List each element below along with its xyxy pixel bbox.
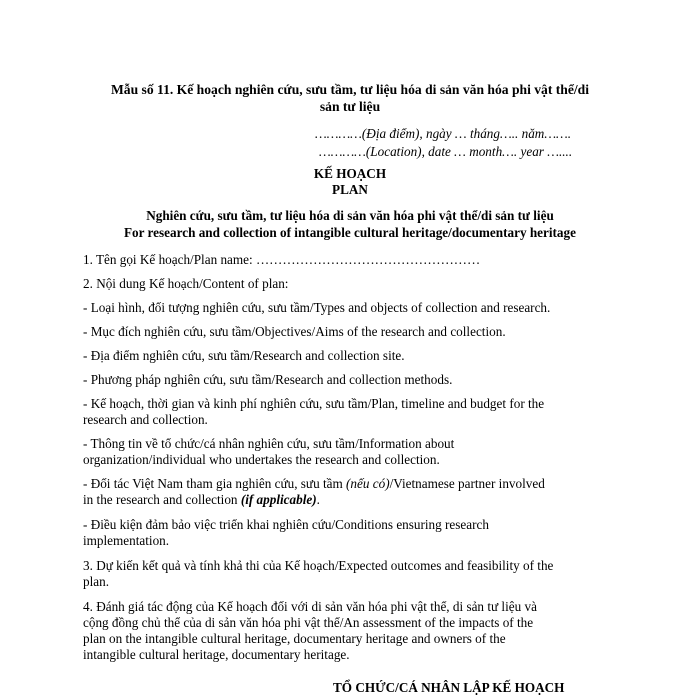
item-plan-content: 2. Nội dung Kế hoạch/Content of plan: [83, 276, 289, 291]
place-date-vi: …………(Địa điểm), ngày … tháng….. năm……. [315, 126, 572, 141]
bullet-organization-line2: organization/individual who undertakes the research and collection. [83, 452, 440, 467]
plan-title-en: PLAN [332, 182, 368, 197]
form-title-line2: sản tư liệu [319, 99, 381, 114]
bullet-conditions-line2: implementation. [83, 533, 170, 548]
bullet-site: - Địa điểm nghiên cứu, sưu tầm/Research and collection site. [83, 348, 405, 363]
item-impact-line2: cộng đồng chủ thể của di sản văn hóa phi vật thể/An assessment of the impacts of the [83, 615, 534, 630]
place-date-en: …………(Location), date … month…. year ….... [319, 144, 573, 159]
bullet-organization-line1: - Thông tin về tổ chức/cá nhân nghiên cứu, sưu tầm/Information about [83, 436, 455, 451]
item-plan-name: 1. Tên gọi Kế hoạch/Plan name: …………………………………………… [83, 252, 481, 267]
bullet-partner-line2 [83, 492, 320, 508]
bullet-types-objects: - Loại hình, đối tượng nghiên cứu, sưu tầm/Types and objects of collection and research. [83, 300, 551, 315]
partner-if-any-vi: (nếu có) [346, 476, 390, 491]
partner-text-cont: in the research and collection [83, 492, 241, 507]
plan-subtitle-vi: Nghiên cứu, sưu tầm, tư liệu hóa di sản văn hóa phi vật thể/di sản tư liệu [146, 208, 554, 223]
bullet-conditions-line1: - Điều kiện đảm bảo việc triển khai nghiên cứu/Conditions ensuring research [83, 517, 489, 532]
bullet-plan-timeline-line1: - Kế hoạch, thời gian và kinh phí nghiên cứu, sưu tầm/Plan, timeline and budget for the [83, 396, 545, 411]
bullet-methods: - Phương pháp nghiên cứu, sưu tầm/Research and collection methods. [83, 372, 453, 387]
form-title-line1: Mẫu số 11. Kế hoạch nghiên cứu, sưu tầm, tư liệu hóa di sản văn hóa phi vật thể/di [110, 82, 590, 97]
partner-period: . [316, 492, 320, 507]
signature-label: TỔ CHỨC/CÁ NHÂN LẬP KẾ HOẠCH [333, 680, 565, 695]
partner-text-en: /Vietnamese partner involved [389, 476, 545, 491]
partner-text: - Đối tác Việt Nam tham gia nghiên cứu, sưu tầm [83, 476, 347, 491]
plan-title-vi: KẾ HOẠCH [313, 166, 387, 181]
item-impact-line1: 4. Đánh giá tác động của Kế hoạch đối với di sản văn hóa phi vật thể, di sản tư liệu và [83, 599, 537, 614]
item-impact-line3: plan on the intangible cultural heritage, documentary heritage and owners of the [83, 631, 506, 646]
bullet-plan-timeline-line2: research and collection. [83, 412, 208, 427]
bullet-partner-line1 [83, 476, 545, 492]
partner-if-applicable: (if applicable) [240, 492, 317, 507]
plan-subtitle-en: For research and collection of intangible cultural heritage/documentary heritage [124, 225, 576, 240]
item-impact-line4: intangible cultural heritage, documentary heritage. [83, 647, 350, 662]
bullet-objectives: - Mục đích nghiên cứu, sưu tầm/Objectives/Aims of the research and collection. [83, 324, 506, 339]
item-outcomes-line1: 3. Dự kiến kết quả và tính khả thi của Kế hoạch/Expected outcomes and feasibility of the [83, 558, 554, 573]
item-outcomes-line2: plan. [83, 574, 110, 589]
